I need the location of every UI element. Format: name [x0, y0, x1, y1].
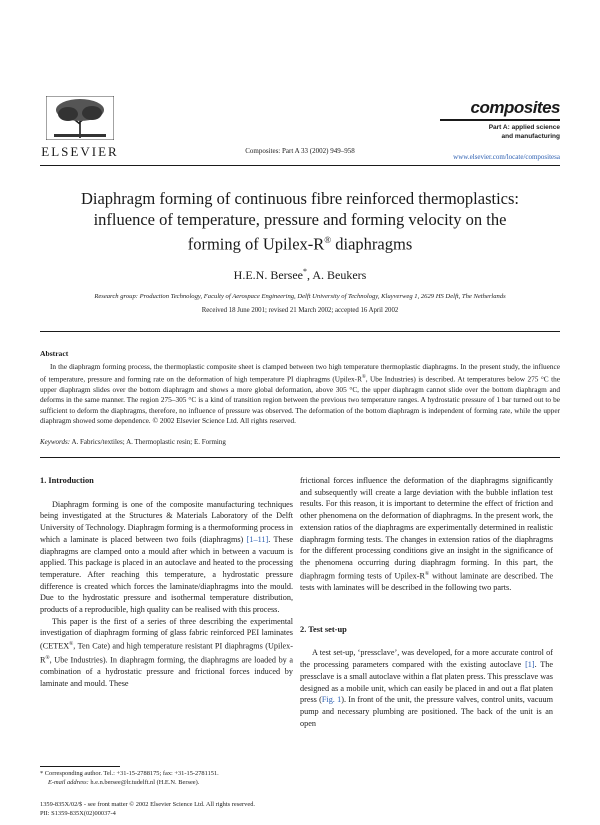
keywords — [40, 438, 560, 446]
citation-link[interactable]: [1–11] — [246, 534, 269, 544]
intro-p2-text-c: , Ube Industries). In diaphragm forming, the diaphragms are loaded by a combination of a hydrostatic pressure and frictional forces induced by laminate and mould. These — [40, 655, 293, 688]
abstract-text — [40, 362, 560, 427]
header-divider — [40, 165, 560, 166]
citation-link[interactable]: [1] — [525, 660, 535, 670]
title-line-3 — [40, 230, 560, 255]
article-dates: Received 18 June 2001; revised 21 March 2002; accepted 16 April 2002 — [201, 307, 399, 314]
registered-mark: ® — [324, 235, 332, 245]
registered-mark: ® — [361, 374, 366, 380]
keywords-list: A. Fabrics/textiles; A. Thermoplastic resin; E. Forming — [70, 438, 226, 446]
title-line-2: influence of temperature, pressure and forming velocity on the — [93, 210, 507, 229]
author-list — [0, 267, 600, 283]
corresponding-author-mark[interactable]: * — [302, 267, 307, 276]
intro-paragraph-continued — [300, 475, 553, 594]
abstract-text-part-1: In the diaphragm forming process, the thermoplastic composite sheet is clamped between two high temperature thermoplastic diaphragms. In the present study, the influence of temperature, pressure and forming rate on the deformation of high temperature PI diaphragms (Upilex-R — [40, 362, 560, 384]
copyright-line: 1359-835X/02/$ - see front matter © 2002 Elsevier Science Ltd. All rights reserved. — [40, 801, 255, 808]
pii-line: PII: S1359-835X(02)00037-4 — [40, 809, 116, 817]
intro-p2-text-b: , Ten Cate) and high temperature resistant PI diaphragms (Upilex-R — [40, 641, 293, 665]
setup-text-b: . The pressclave is a small autoclave within a flat platen press. This pressclave was designed as a mobile unit, which can easily be placed in and out a flat platen press ( — [300, 660, 553, 705]
author-separator: , — [306, 268, 313, 282]
page-footer — [40, 801, 255, 818]
journal-url-link[interactable]: www.elsevier.com/locate/compositesa — [453, 153, 560, 161]
footnote-divider — [40, 766, 120, 767]
footnote — [40, 770, 293, 787]
elsevier-tree-icon — [46, 96, 114, 140]
intro-paragraph-1 — [40, 499, 293, 616]
email-label: E-mail address: — [48, 778, 89, 786]
intro-cont-text-a: frictional forces influence the deformation of the diaphragms significantly and subsequently will create a large deviation with the bubble inflation test results. For this reason, it is important to determine the effect of friction and other phenomena on the deformation of diaphragms. In the present work, the extension ratios of the diaphragms are experimentally determined in realistic diaphragm forming tests. The changes in extension ratios of the diaphragms for the different processing conditions give an insight in the significance of the phenomena occurring during diaphragm forming. In this part, the diaphragm forming tests of Upilex-R — [300, 476, 553, 581]
author-1[interactable]: H.E.N. Bersee — [233, 268, 303, 282]
author-2[interactable]: A. Beukers — [312, 268, 367, 282]
title-line-1: Diaphragm forming of continuous fibre reinforced thermoplastics: — [80, 189, 520, 208]
journal-reference: Composites: Part A 33 (2002) 949–958 — [245, 147, 355, 155]
corresponding-author-note: * Corresponding author. Tel.: +31-15-2788175; fax: +31-15-2781151. — [40, 770, 219, 777]
title-divider — [40, 331, 560, 332]
setup-text-a: A test set-up, ‘pressclave’, was developed, for a more accurate control of the processing parameters compared with the existing autoclave — [300, 648, 553, 670]
intro-cont-text-b: without laminate are described. The tests with laminates will be described in the following two parts. — [300, 571, 553, 593]
journal-masthead — [440, 98, 560, 141]
article-title — [40, 188, 560, 255]
title-line-3-text: forming of Upilex-R — [187, 234, 325, 254]
intro-p2-text-a: This paper is the first of a series of three describing the experimental investigation of diaphragm forming of glass fabric reinforced PEI laminates (CETEX — [40, 616, 293, 651]
section-heading-introduction: 1. Introduction — [40, 476, 94, 485]
abstract-divider — [40, 457, 560, 458]
abstract-heading: Abstract — [40, 349, 69, 358]
masthead-subtitle-2: and manufacturing — [501, 133, 560, 140]
affiliation: Research group: Production Technology, Faculty of Aerospace Engineering, Delft University of Technology, Kluyverweg 1, 2629 HS Delft, The Netherlands — [94, 293, 506, 300]
registered-mark: ® — [424, 570, 430, 577]
masthead-subtitle-1: Part A: applied science — [488, 124, 560, 131]
publisher-name: ELSEVIER — [41, 144, 119, 159]
registered-mark: ® — [45, 654, 50, 661]
section-heading-test-setup: 2. Test set-up — [300, 624, 347, 634]
left-column — [40, 475, 293, 689]
abstract-text-part-2: , Ube Industries) is described. At temperatures below 275 °C the upper diaphragm slides over the bottom diaphragm and shows a more global deformation, above 305 °C, the upper diaphragm cannot slide over the bottom diaphragm and deforms in the same manner. The region 275–305 °C is a kind of transition region between the previous two temperature ranges. A hydrostatic pressure of 1 bar turned out to be sufficient to deform the diaphragms, therefore, no influence of pressure was observed. The deformation of the bottom diaphragm is independent of forming rate, while the upper diaphragm showed some dependence. © 2002 Elsevier Science Ltd. All rights reserved. — [40, 374, 560, 426]
keywords-label: Keywords: — [40, 438, 71, 446]
title-line-3-suffix: diaphragms — [331, 234, 413, 254]
setup-text-c: ). In front of the unit, the pressure valves, control units, vacuum pump and necessary plumbing are positioned. The back of the unit is an open — [300, 695, 553, 728]
masthead-title: composites — [470, 98, 560, 117]
masthead-rule — [440, 119, 560, 121]
intro-p1-text-a: Diaphragm forming is one of the composite manufacturing techniques being investigated at the Structures & Materials Laboratory of the Delft University of Technology. Diaphragm forming is a thermoforming process in which a laminate is placed between two foils (diaphragms) — [40, 499, 293, 544]
intro-paragraph-2 — [40, 616, 293, 690]
email-address[interactable]: h.e.n.bersee@lr.tudelft.nl (H.E.N. Bersee). — [88, 778, 200, 786]
email-line — [40, 779, 293, 788]
registered-mark: ® — [69, 641, 74, 648]
right-column — [300, 475, 553, 729]
intro-p1-text-b: . These diaphragms are clamped onto a mould after which in between a vacuum is applied. This package is placed in an autoclave and heated to the processing temperature. After reaching this temperature, a hydrostatic pressure difference is created which forces the laminate/diaphragms into the mould. Due to the hydrostatic pressure and isothermal temperature distribution, products of a reproducible, high quality can be realised with this process. — [40, 534, 293, 615]
figure-link[interactable]: Fig. 1 — [321, 695, 342, 705]
setup-paragraph-1 — [300, 647, 553, 729]
